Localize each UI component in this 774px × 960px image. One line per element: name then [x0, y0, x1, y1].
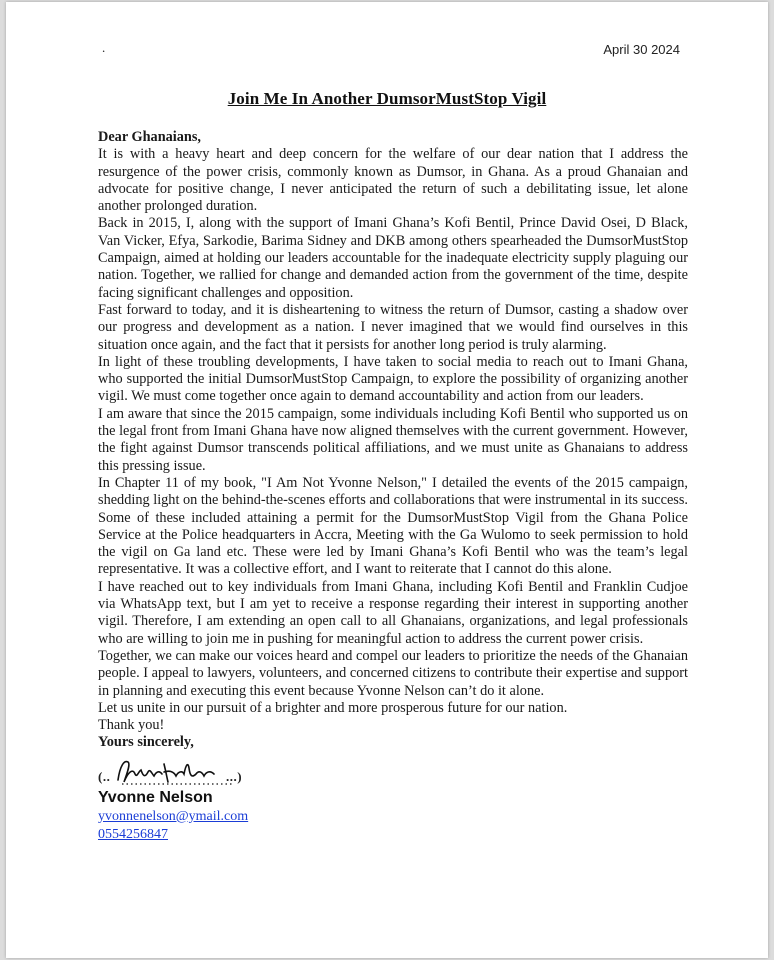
paragraph-5: I am aware that since the 2015 campaign, some individuals including Kofi Bentil who supported us on the legal front from Imani Ghana have now aligned themselves with the current government. However, the fight against Dumsor transcends political affiliations, and we must unite as Ghanaians to address this pressing issue.	[98, 405, 688, 474]
closing: Yours sincerely,	[98, 734, 194, 751]
signature-block	[98, 754, 688, 788]
thank-you: Thank you!	[98, 717, 165, 734]
signature-bracket-open: (..	[98, 768, 111, 784]
paragraph-9: Let us unite in our pursuit of a brighter and more prosperous future for our nation.	[98, 699, 568, 716]
paragraph-7: I have reached out to key individuals from Imani Ghana, including Kofi Bentil and Franklin Cudjoe via WhatsApp text, but I am yet to receive a response regarding their interest in supporting another vigil. Therefore, I am extending an open call to all Ghanaians, organizations, and legal professionals who are willing to join me in pushing for meaningful action to address the current power crisis.	[98, 578, 688, 647]
letter-date: April 30 2024	[603, 42, 680, 57]
paragraph-4: In light of these troubling developments, I have taken to social media to reach out to Imani Ghana, who supported the initial DumsorMustStop Campaign, to explore the possibility of organizing another vigil. We must come together once again to demand accountability and action from our leaders.	[98, 353, 688, 405]
greeting: Dear Ghanaians,	[98, 129, 202, 145]
signer-name: Yvonne Nelson	[98, 788, 213, 806]
letter-page	[6, 2, 768, 958]
stray-mark: .	[102, 40, 106, 55]
email-link[interactable]: yvonnenelson@ymail.com	[98, 808, 249, 824]
paragraph-8: Together, we can make our voices heard and compel our leaders to prioritize the needs of the Ghanaian people. I appeal to lawyers, volunteers, and concerned citizens to contribute their expertise and support in planning and executing this event because Yvonne Nelson can’t do it alone.	[98, 647, 688, 699]
signature-bracket-close: ...)	[226, 768, 243, 784]
paragraph-3: Fast forward to today, and it is disheartening to witness the return of Dumsor, casting a shadow over our progress and development as a nation. I never imagined that we would find ourselves in this situation once again, and the fact that it persists for another long period is truly alarming.	[98, 301, 688, 353]
paragraph-2: Back in 2015, I, along with the support of Imani Ghana’s Kofi Bentil, Prince David Osei, D Black, Van Vicker, Efya, Sarkodie, Barima Sidney and DKB among others spearheaded the DumsorMustStop Campaign, aimed at holding our leaders accountable for the inadequate electricity supply plaguing our nation. Together, we rallied for change and demanded action from the government of the time, despite facing significant challenges and opposition.	[98, 215, 688, 301]
paragraph-1: It is with a heavy heart and deep concern for the welfare of our dear nation that I address the resurgence of the power crisis, commonly known as Dumsor, in Ghana. As a proud Ghanaian and advocate for positive change, I never anticipated the return of such a debilitating issue, let alone another prolonged duration.	[98, 146, 688, 215]
letter-title: Join Me In Another DumsorMustStop Vigil	[227, 89, 547, 108]
letter-body	[98, 129, 688, 844]
phone-link[interactable]: 0554256847	[98, 826, 168, 842]
paragraph-6: In Chapter 11 of my book, "I Am Not Yvonne Nelson," I detailed the events of the 2015 campaign, shedding light on the behind-the-scenes efforts and collaborations that were instrumental in its success. Some of these included attaining a permit for the DumsorMustStop Vigil from the Ghana Police Service at the Police headquarters in Accra, Meeting with the Ga Wulomo to seek permission to hold the vigil on Ga land etc. These were led by Imani Ghana’s Kofi Bentil who was the team’s legal representative. It was a collective effort, and I want to reiterate that I cannot do this alone.	[98, 474, 688, 578]
